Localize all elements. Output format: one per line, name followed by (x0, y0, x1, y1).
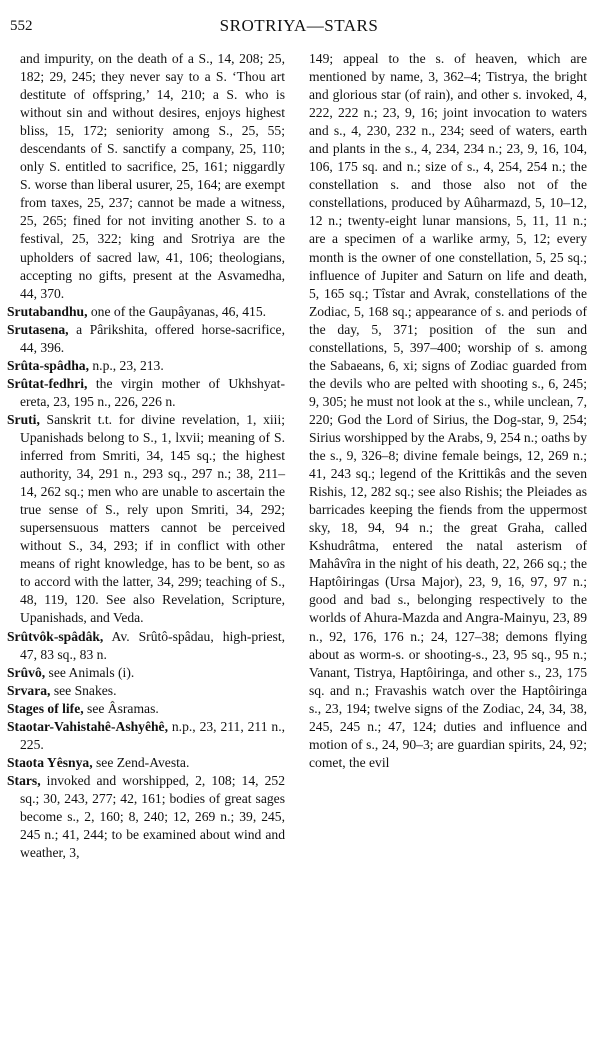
entry-headword: Stars, (7, 772, 41, 788)
entry-text: Av. Srûtô-spâdau, high-priest, 47, 83 sq., 83 n. (20, 628, 285, 662)
entry-headword: Stages of life, (7, 700, 84, 716)
right-column (309, 50, 587, 772)
entry-headword: Srûta-spâdha, (7, 357, 89, 373)
entry-text: Sanskrit t.t. for divine revelation, 1, xiii; Upanishads belong to S., 1, lxvii; meaning of S. inferred from Smriti, 34, 145 sq.; the highest authority, 34, 291 n., 293 sq., 297 n.; 38, 211–14, 262 sq.; men who are unable to ascertain the true sense of S., rely upon Smriti, 34, 292; supersensuous matters cannot be perceived without S., 34, 293; if in conflict with other means of right knowledge, has to be bent, so as to accord with the latter, 34, 299; teaching of S., 48, 119, 120. See also Revelation, Scripture, Upanishads, and Veda. (20, 411, 285, 626)
entry-text: see Zend-Avesta. (92, 754, 190, 770)
entry-text: see Snakes. (50, 682, 117, 698)
page-number: 552 (10, 18, 33, 34)
entry-headword: Srûvô, (7, 664, 46, 680)
entry-headword: Staotar-Vahistahê-Ashyêhê, (7, 718, 168, 734)
index-entry-continuation: 149; appeal to the s. of heaven, which are mentioned by name, 3, 362–4; Tistrya, the bright and glorious star (of rain), and other s. invoked, 4, 222, 222 n.; 23, 9, 16; joint invocation to waters and s., 4, 230, 232 n., 234; seed of waters, earth and plants in the s., 4, 234, 234 n.; 23, 9, 16, 104, 106, 175 sq. and n.; size of s., 4, 254, 254 n.; the constellation s. and those also not of the constellations, produced by Aûharmazd, 5, 10–12, 12 n.; twenty-eight lunar mansions, 5, 11, 11 n.; are a specimen of a warlike army, 5, 12; every month is the owner of one constellation, 5, 25 sq.; influence of Jupiter and Saturn on life and death, 5, 165 sq.; Tîstar and Avrak, constellations of the Zodiac, 5, 168 sq.; appearance of s. and periods of the day, 5, 371; position of the sun and constellations, 5, 397–400; worship of s. among the Sabaeans, 6, xi; signs of Zodiac guarded from the devils who are pelted with shooting s., 6, 245; 9, 305; he must not look at the s., while unclean, 7, 220; God the Lord of Sirius, the Dog-star, 9, 254; Sirius worshipped by the Arabs, 9, 254 n.; oaths by the s., 9, 326–8; divine female beings, 12, 269 n.; 41, 243 sq.; legend of the Krittikâs and the seven Rishis, 12, 282 sq.; see also Rishis; the Pleiades as barricades keeping the fiends from the uppermost sky, 18, 94, 94 n.; the great Graha, called Kshudrâtma, entered the natal asterism of Mahâvîra in the night of his death, 22, 266 sq.; the Haptôiringas (Ursa Major), 23, 9, 16, 97, 97 n.; good and bad s., belonging respectively to the worlds of Ahura-Mazda and Angra-Mainyu, 23, 89 n., 92, 176, 176 n.; 24, 127–38; demons flying about as worm-s. or shooting-s., 23, 95 sq., 95 n.; Vanant, Tistrya, Haptôiringa, and other s., 23, 175 sq. and n.; Fravashis watch over the Haptôiringa s., 23, 194; twelve signs of the Zodiac, 24, 34, 38, 245, 245 n.; 47, 124; duties and influence and motion of s., 24, 90–3; are guardian spirits, 24, 92; comet, the evil (309, 51, 587, 770)
index-entry (7, 357, 285, 375)
entry-headword: Srvara, (7, 682, 51, 698)
index-entry (7, 321, 285, 357)
entry-text: invoked and worshipped, 2, 108; 14, 252 sq.; 30, 243, 277; 42, 161; bodies of great sages become s., 2, 160; 8, 240; 12, 269 n.; 39, 245, 245 n.; 41, 244; to be examined about wind and weather, 3, (20, 772, 285, 861)
index-entry (7, 375, 285, 411)
entry-headword: Sruti, (7, 411, 40, 427)
left-column (7, 50, 285, 862)
entry-text: one of the Gaupâyanas, 46, 415. (87, 303, 267, 319)
running-title: SROTRIYA—STARS (219, 16, 379, 35)
entry-text: see Animals (i). (45, 664, 135, 680)
entry-text: a Pârikshita, offered horse-sacrifice, 44, 396. (20, 321, 285, 355)
index-entry (7, 411, 285, 628)
entry-text: the virgin mother of Ukhshyat-ereta, 23, 195 n., 226, 226 n. (20, 375, 285, 409)
entry-headword: Srutasena, (7, 321, 69, 337)
index-entry (7, 772, 285, 862)
page-header (0, 14, 598, 40)
index-entry (7, 718, 285, 754)
entry-text: see Âsramas. (83, 700, 159, 716)
index-entry-continuation: and impurity, on the death of a S., 14, 208; 25, 182; 29, 245; they never say to a S. ‘Thou art destitute of offspring,’ 14, 210; a S. who is without sin and without desires, enjoys highest bliss, 15, 172; seniority among S., 25, 55; descendants of S. sanctify a company, 25, 110; only S. entitled to sacrifice, 25, 161; niggardly S. worse than liberal usurer, 25, 164; are exempt from taxes, 25, 237; cannot be made a witness, 25, 265; fined for not inviting another S. to a festival, 25, 322; king and Srotriya are the upholders of sacred law, 41, 106; theologians, accepting no gifts, present at the Asvamedha, 44, 370. (20, 51, 285, 301)
index-entry (7, 700, 285, 718)
entry-headword: Srûtvôk-spâdâk, (7, 628, 104, 644)
entry-headword: Staota Yêsnya, (7, 754, 93, 770)
index-entry (7, 628, 285, 664)
index-entry (7, 664, 285, 682)
index-entry (7, 303, 285, 321)
index-entry (7, 682, 285, 700)
entry-headword: Srutabandhu, (7, 303, 88, 319)
entry-text: n.p., 23, 213. (88, 357, 164, 373)
entry-text: n.p., 23, 211, 211 n., 225. (20, 718, 285, 752)
entry-headword: Srûtat-fedhri, (7, 375, 88, 391)
index-entry (7, 754, 285, 772)
